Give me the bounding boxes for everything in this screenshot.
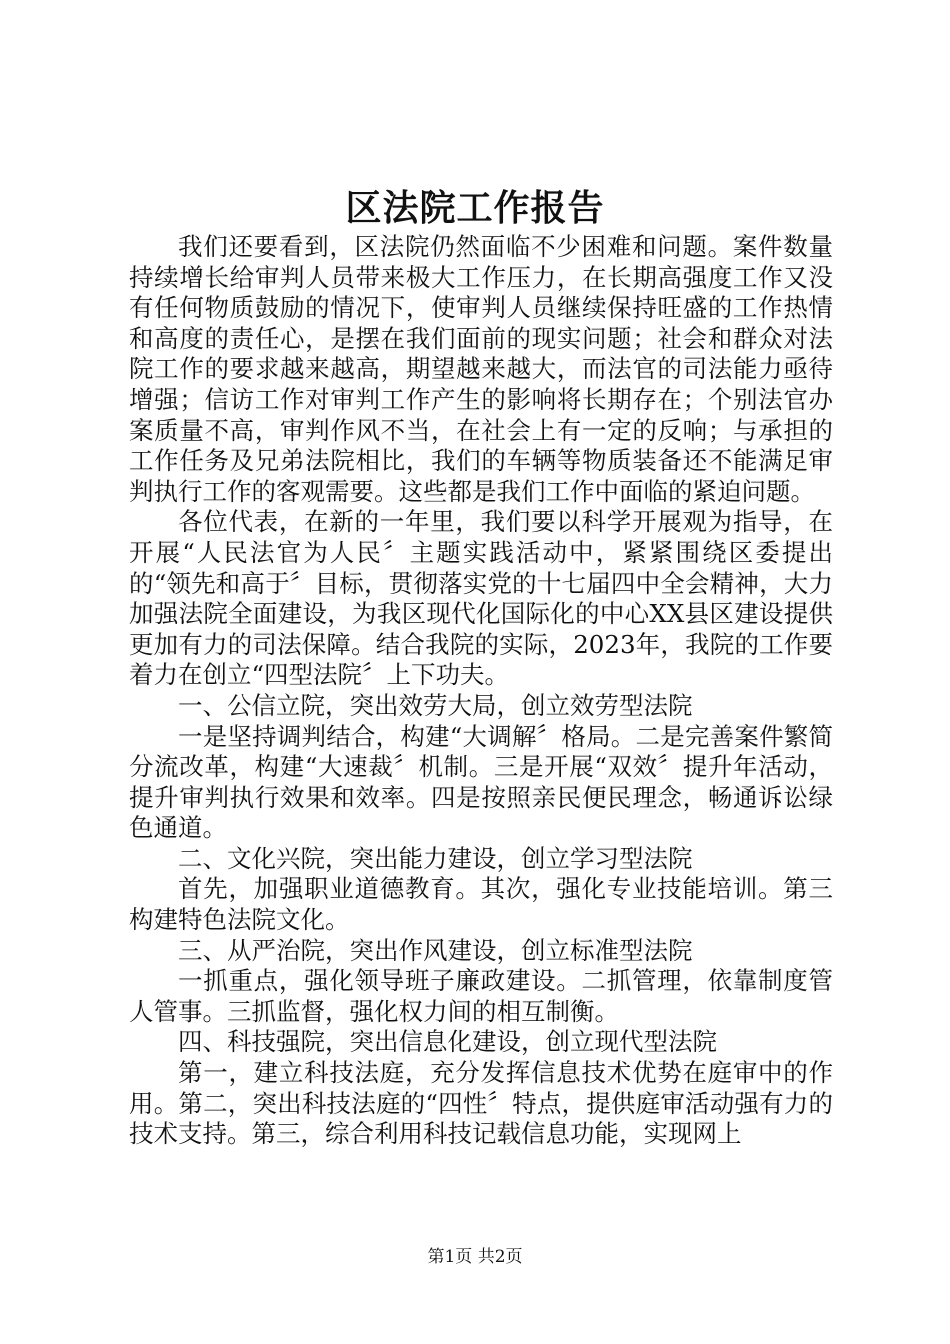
section-heading: 一、公信立院，突出效劳大局，创立效劳型法院 xyxy=(178,690,693,720)
document-title: 区法院工作报告 xyxy=(345,187,605,229)
page-number-footer: 第1页 共2页 xyxy=(427,1247,523,1267)
paragraph: 首先，加强职业道德教育。其次，强化专业技能培训。第三构建特色法院文化。 xyxy=(129,874,833,935)
paragraph: 第一，建立科技法庭，充分发挥信息技术优势在庭审中的作用。第二，突出科技法庭的“四性〞特点，提供庭审活动强有力的技术支持。第三，综合利用科技记载信息功能，实现网上 xyxy=(129,1058,833,1149)
section-heading: 四、科技强院，突出信息化建设，创立现代型法院 xyxy=(178,1027,717,1057)
section-heading: 二、文化兴院，突出能力建设，创立学习型法院 xyxy=(178,843,693,873)
paragraph: 我们还要看到，区法院仍然面临不少困难和问题。案件数量持续增长给审判人员带来极大工作压力，在长期高强度工作又没有任何物质鼓励的情况下，使审判人员继续保持旺盛的工作热情和高度的责任心，是摆在我们面前的现实问题；社会和群众对法院工作的要求越来越高，期望越来越大，而法官的司法能力亟待增强；信访工作对审判工作产生的影响将长期存在；个别法官办案质量不高，审判作风不当，在社会上有一定的反响；与承担的工作任务及兄弟法院相比，我们的车辆等物质装备还不能满足审判执行工作的客观需要。这些都是我们工作中面临的紧迫问题。 xyxy=(129,232,833,506)
document-body xyxy=(129,232,833,1150)
paragraph: 各位代表，在新的一年里，我们要以科学开展观为指导，在开展“人民法官为人民〞主题实践活动中，紧紧围绕区委提出的“领先和高于〞目标，贯彻落实党的十七届四中全会精神，大力加强法院全面建设，为我区现代化国际化的中心XX县区建设提供更加有力的司法保障。结合我院的实际，2023年，我院的工作要着力在创立“四型法院〞上下功夫。 xyxy=(129,507,833,690)
section-heading: 三、从严治院，突出作风建设，创立标准型法院 xyxy=(178,935,693,965)
paragraph: 一是坚持调判结合，构建“大调解〞格局。二是完善案件繁简分流改革，构建“大速裁〞机制。三是开展“双效〞提升年活动，提升审判执行效果和效率。四是按照亲民便民理念，畅通诉讼绿色通道。 xyxy=(129,721,833,843)
paragraph: 一抓重点，强化领导班子廉政建设。二抓管理，依靠制度管人管事。三抓监督，强化权力间的相互制衡。 xyxy=(129,966,833,1026)
